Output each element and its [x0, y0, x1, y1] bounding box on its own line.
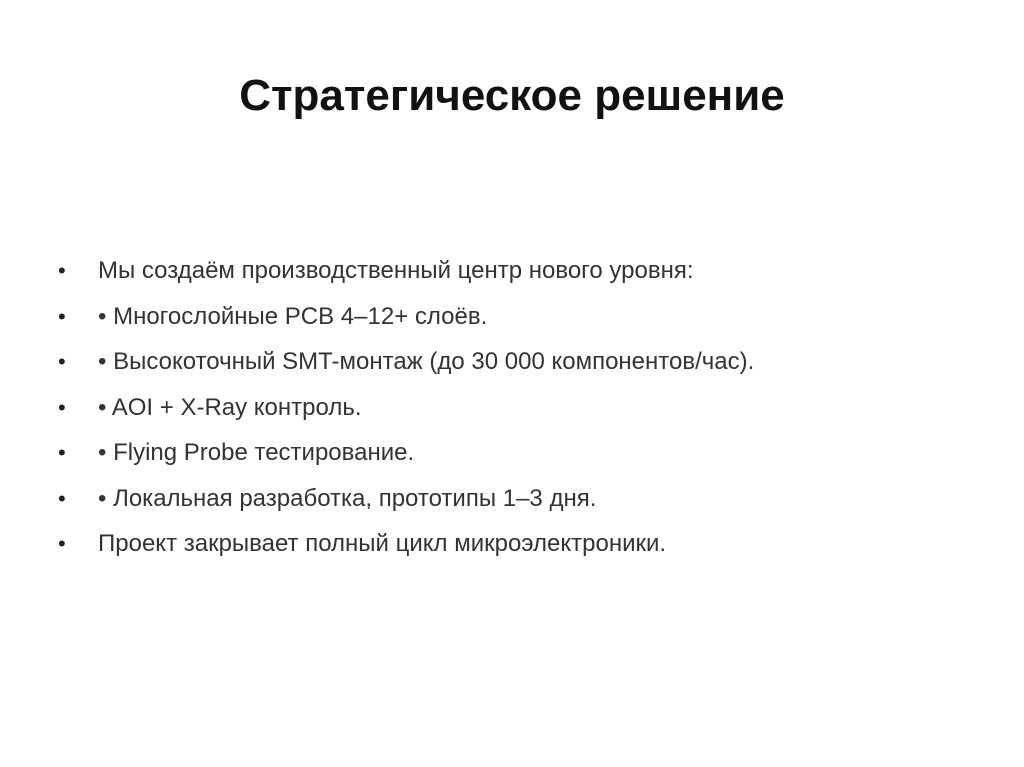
bullet-marker: •: [58, 440, 66, 465]
bullet-text: • Высокоточный SMT-монтаж (до 30 000 компонентов/час).: [98, 348, 755, 375]
bullet-marker: •: [58, 349, 66, 374]
bullet-item: [58, 385, 998, 431]
bullet-marker: •: [58, 531, 66, 556]
bullet-text: • Многослойные PCB 4–12+ слоёв.: [98, 302, 488, 330]
slide-title: Стратегическое решение: [239, 71, 785, 120]
bullet-item: [58, 521, 998, 567]
bullet-marker: •: [58, 303, 66, 329]
bullet-item: [58, 294, 998, 340]
bullet-text: Мы создаём производственный центр нового уровня:: [98, 257, 694, 284]
bullet-marker: •: [58, 485, 66, 511]
bullet-list: [58, 248, 998, 567]
bullet-marker: •: [58, 394, 66, 420]
bullet-marker: •: [58, 258, 66, 283]
bullet-item: [58, 476, 998, 522]
bullet-item: [58, 430, 998, 476]
bullet-text: • Локальная разработка, прототипы 1–3 дня.: [98, 484, 597, 512]
bullet-item: [58, 339, 998, 385]
bullet-text: Проект закрывает полный цикл микроэлектроники.: [98, 530, 667, 557]
bullet-text: • AOI + X-Ray контроль.: [98, 393, 362, 421]
bullet-item: [58, 248, 998, 294]
bullet-text: • Flying Probe тестирование.: [98, 439, 415, 466]
